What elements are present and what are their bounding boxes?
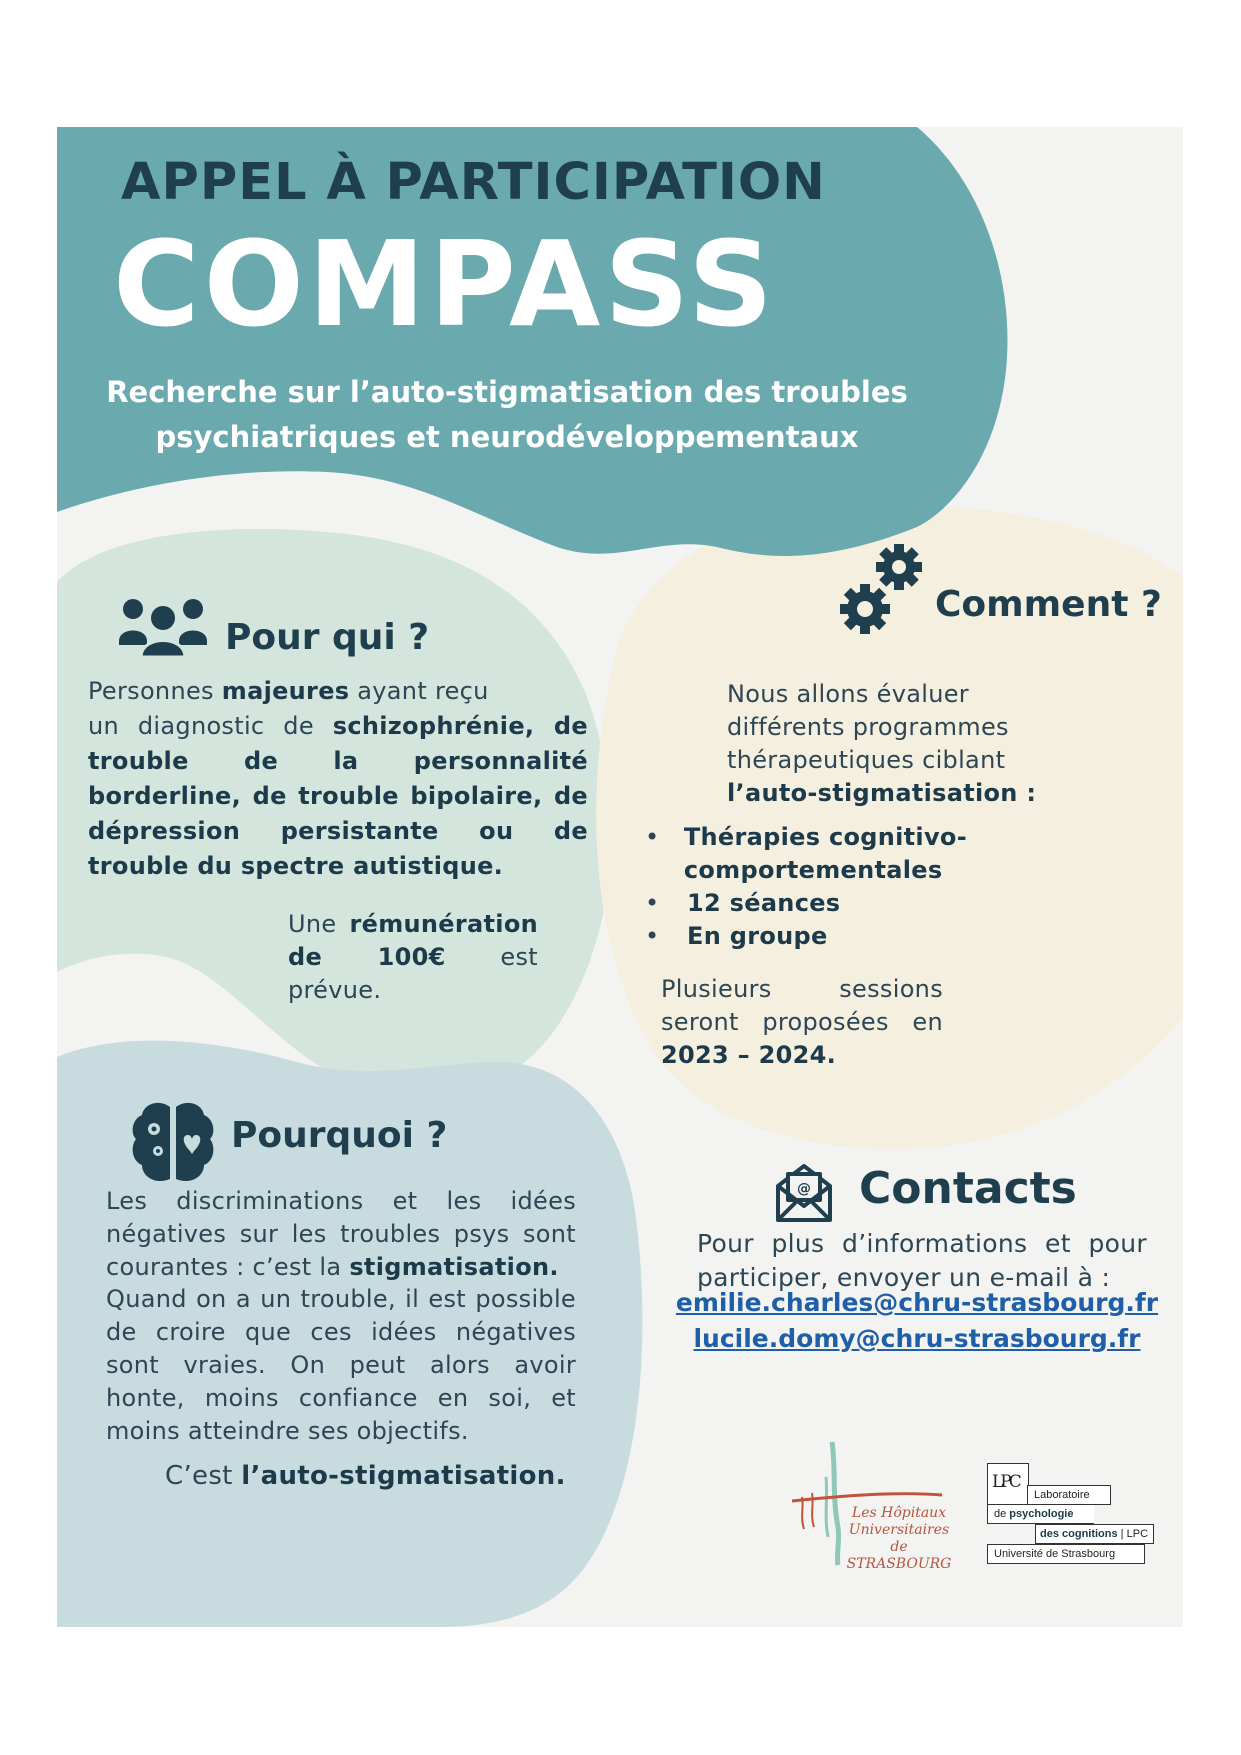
- hus-logo-text: [846, 1505, 952, 1573]
- comment-sessions: Plusieurs sessions seront proposées en 2023 – 2024.: [661, 975, 943, 1069]
- pour-qui-line-1: Personnes majeures ayant reçu: [88, 677, 489, 705]
- contacts-emails: [657, 1285, 1177, 1357]
- mail-icon: [774, 1162, 834, 1224]
- contacts-text: Pour plus d’informations et pour participer, envoyer un e-mail à :: [697, 1229, 1147, 1292]
- poster: [57, 127, 1183, 1627]
- hus-line-3: de STRASBOURG: [846, 1539, 952, 1572]
- lpc-line-3: des cognitions | LPC: [1035, 1524, 1154, 1544]
- pourquoi-p2: Quand on a un trouble, il est possible de croire que ces idées négatives sont vraies. On peut alors avoir honte, moins confiance en soi, et moins atteindre ses objectifs.: [106, 1285, 576, 1445]
- hus-line-2: Universitaires: [848, 1522, 950, 1538]
- hus-logo: [792, 1437, 952, 1572]
- lpc-mark-box: [987, 1463, 1029, 1505]
- bullet-item: • Thérapies cognitivo-comportementales: [645, 823, 967, 884]
- pour-qui-remuneration: Une rémunération de 100€ est prévue.: [288, 910, 538, 1004]
- lpc-line-1: Laboratoire: [1027, 1485, 1111, 1505]
- email-link-lucile[interactable]: lucile.domy@chru-strasbourg.fr: [693, 1324, 1141, 1353]
- pourquoi-heading: Pourquoi ?: [231, 1115, 448, 1156]
- pourquoi-p3: C’est l’auto-stigmatisation.: [165, 1461, 566, 1491]
- bullet-item: • En groupe: [645, 922, 828, 950]
- hus-line-1: Les Hôpitaux: [851, 1505, 947, 1521]
- contacts-heading: Contacts: [859, 1163, 1077, 1214]
- people-group-icon: [119, 597, 207, 659]
- subtitle-line-1: Recherche sur l’auto-stigmatisation des troubles: [106, 375, 908, 409]
- subtitle-line-2: psychiatriques et neurodéveloppementaux: [155, 420, 859, 454]
- lpc-mark: LPC: [992, 1472, 1019, 1492]
- comment-bullets: [645, 821, 1183, 953]
- email-link-emilie[interactable]: emilie.charles@chru-strasbourg.fr: [675, 1288, 1159, 1317]
- appel-heading: APPEL À PARTICIPATION: [121, 153, 826, 212]
- svg-text:@: @: [797, 1181, 811, 1197]
- pour-qui-heading: Pour qui ?: [225, 617, 430, 658]
- comment-intro: Nous allons évaluer différents programmes thérapeutiques ciblant l’auto-stigmatisation :: [727, 680, 1037, 807]
- pourquoi-p1: Les discriminations et les idées négatives sur les troubles psys sont courantes : c’est la stigmatisation.: [106, 1187, 576, 1281]
- lpc-line-2: de psychologie: [987, 1504, 1094, 1524]
- bullet-item: • 12 séances: [645, 889, 841, 917]
- lpc-logo: [987, 1463, 1157, 1575]
- comment-heading: Comment ?: [935, 584, 1162, 625]
- pour-qui-diagnostic: un diagnostic de schizophrénie, de trouble de la personnalité borderline, de trouble bipolaire, de dépression persistante ou de trouble du spectre autistique.: [88, 712, 588, 880]
- lpc-line-4: Université de Strasbourg: [987, 1544, 1145, 1564]
- subtitle: [57, 370, 957, 460]
- gears-icon: [837, 537, 937, 637]
- compass-title: COMPASS: [113, 215, 777, 353]
- brain-icon: [130, 1099, 216, 1189]
